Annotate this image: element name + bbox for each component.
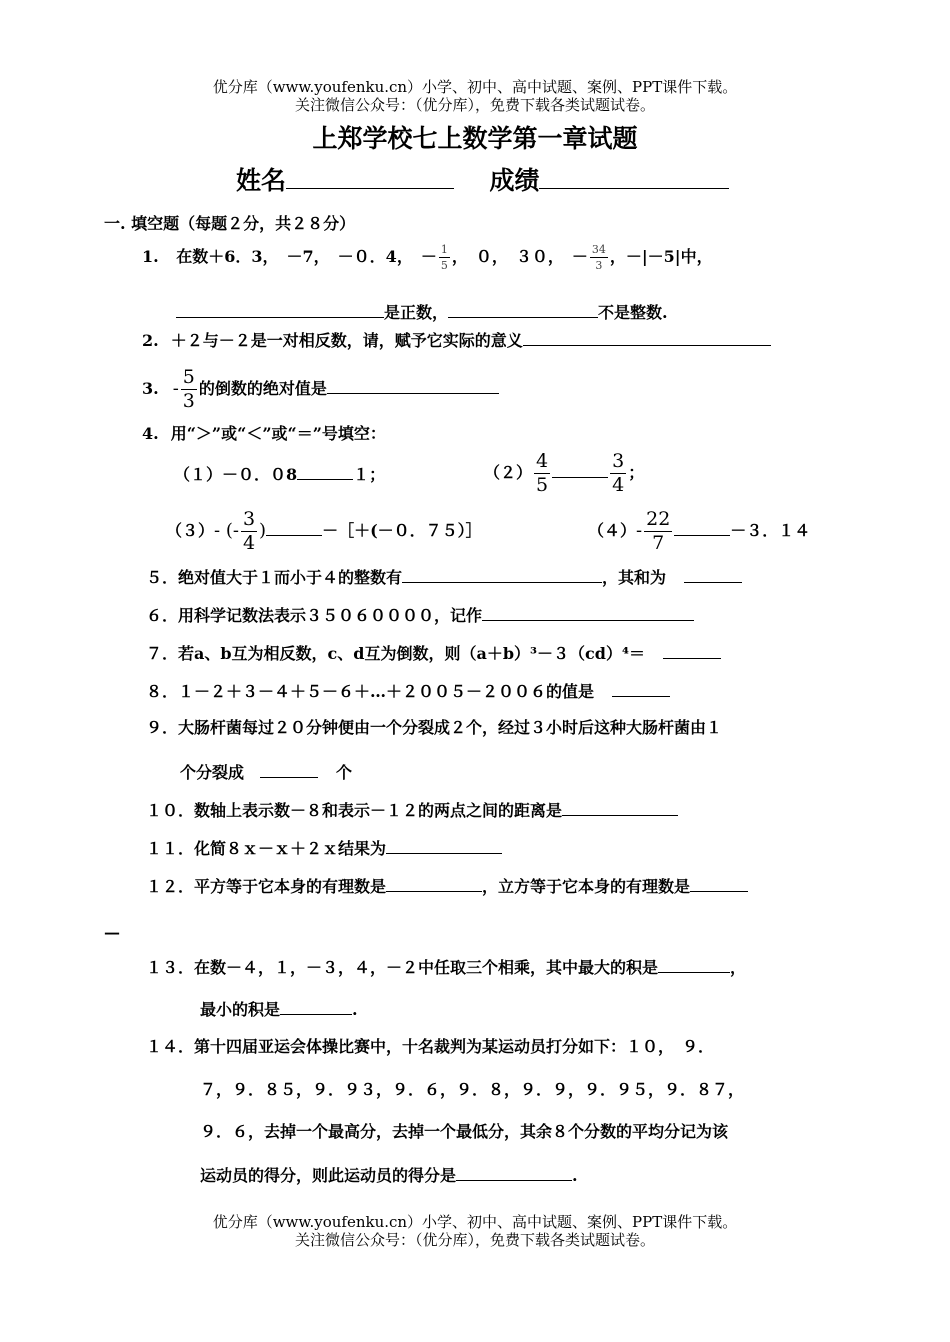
q5-blank-sum[interactable] [684, 565, 742, 583]
question-14: １４．第十四届亚运会体操比赛中，十名裁判为某运动员打分如下：１０， ９． [146, 1037, 715, 1056]
q14-blank[interactable] [456, 1163, 572, 1181]
q4-p4-end: －３．１４ [730, 521, 811, 540]
q4-p3-text: （３） [166, 521, 215, 540]
q5-text: ５．绝对值大于１而小于４的整数有 [146, 568, 403, 587]
question-6 [146, 603, 694, 627]
footer-line-2: 关注微信公众号：（优分库），免费下载各类试题试卷。 [294, 1231, 655, 1249]
section-heading: 一. 填空题（每题２分，共２８分） [104, 214, 356, 233]
q4-part-4 [588, 510, 810, 553]
question-3 [142, 368, 499, 411]
q13-text-d: . [352, 1000, 358, 1019]
q8-blank[interactable] [612, 679, 670, 697]
q4-p2-end: ； [628, 463, 645, 482]
q1-text-c: ，－|－5|中， [609, 247, 713, 266]
question-11 [146, 836, 502, 860]
q1-text-d: 是正数， [384, 303, 449, 322]
question-8 [146, 679, 670, 703]
q13-blank-max[interactable] [658, 955, 730, 973]
q1-text-b: ， ０， ３０， － [451, 247, 588, 266]
header-line-2: 关注微信公众号：（优分库），免费下载各类试题试卷。 [294, 96, 655, 114]
q4-p4-blank[interactable] [674, 518, 730, 536]
score-label: 成绩 [489, 166, 540, 195]
q4-p3-blank[interactable] [266, 518, 322, 536]
q9-blank[interactable] [260, 760, 318, 778]
q1-text-a: 在数＋6．3， －7， －０．4， － [176, 247, 437, 266]
q4-p1-end: １； [353, 465, 386, 484]
q2-number: 2. [142, 331, 159, 350]
question-7 [146, 641, 721, 665]
q4-p3-fraction: $\frac{3}{4}$ [242, 508, 256, 554]
q14-text-d: 运动员的得分，则此运动员的得分是 [200, 1166, 457, 1185]
q1-number: 1. [142, 247, 159, 266]
q10-text: １０．数轴上表示数－８和表示－１２的两点之间的距离是 [146, 801, 563, 820]
q12-text: １２．平方等于它本身的有理数是 [146, 877, 387, 896]
question-5 [146, 565, 742, 589]
q12-text-b: ，立方等于它本身的有理数是 [482, 877, 691, 896]
q4-number: 4. [142, 424, 159, 443]
q6-blank[interactable] [482, 603, 694, 621]
question-9 [146, 717, 722, 739]
question-9-line-2 [180, 760, 352, 784]
q9-text-b: 个分裂成 [180, 763, 245, 782]
q4-p1-text: （１）－０．０8 [174, 465, 298, 484]
q9-text: ９．大肠杆菌每过２０分钟便由一个分裂成２个，经过３小时后这种大肠杆菌由１ [146, 718, 723, 737]
q13-text: １３．在数－４，１，－３，４，－２中任取三个相乘，其中最大的积是 [146, 958, 659, 977]
q12-continuation: — [104, 923, 120, 942]
q4-part-2 [484, 452, 644, 495]
q3-blank[interactable] [327, 376, 499, 394]
question-14-line-2: ７，９．８５，９．９３，９．６，９．８，９．９，９．９５，９．８７， [200, 1080, 745, 1099]
q5-text-b: ，其和为 [602, 568, 667, 587]
q13-text-c: 最小的积是 [200, 1000, 281, 1019]
q10-blank[interactable] [562, 798, 678, 816]
q4-p4-text: （４） [588, 521, 637, 540]
q12-blank-square[interactable] [386, 874, 482, 892]
q3-number: 3. [142, 379, 159, 398]
q1-text-e: 不是整数. [598, 303, 668, 322]
question-12 [146, 874, 748, 898]
footer-line-1: 优分库（www.youfenku.cn）小学、初中、高中试题、案例、PPT课件下载。 [212, 1213, 738, 1231]
q4-p4-fraction: $\frac{22}{7}$ [646, 508, 671, 554]
q5-blank-integers[interactable] [402, 565, 602, 583]
q4-p3-neg: - (- [214, 520, 239, 541]
q2-blank[interactable] [523, 328, 771, 346]
q4-p2-blank[interactable] [552, 460, 608, 478]
q11-text: １１．化简８ｘ－ｘ＋２ｘ结果为 [146, 839, 387, 858]
question-1 [142, 244, 713, 271]
q14-end: . [572, 1166, 578, 1185]
q4-part-1 [174, 462, 385, 486]
question-14-line-3: ９．６，去掉一个最高分，去掉一个最低分，其余８个分数的平均分记为该 [200, 1122, 729, 1141]
q13-text-b: ， [730, 958, 747, 977]
score-blank[interactable] [539, 164, 729, 189]
question-2 [142, 328, 771, 352]
q4-p2-fraction-1: $\frac{4}{5}$ [536, 450, 549, 496]
q4-p3-end: －［＋(－０．７５）］ [322, 521, 482, 540]
question-14-line-4 [200, 1163, 578, 1187]
q1-fraction-2: $\frac{34}{3}$ [591, 243, 606, 272]
question-10 [146, 798, 678, 822]
q4-p2-fraction-2: $\frac{3}{4}$ [612, 450, 625, 496]
q12-blank-cube[interactable] [690, 874, 748, 892]
q2-text: ＋２与－２是一对相反数，请，赋予它实际的意义 [170, 331, 523, 350]
question-13 [146, 955, 746, 979]
question-4 [142, 423, 386, 445]
q11-blank[interactable] [386, 836, 502, 854]
question-13-line-2 [200, 997, 358, 1021]
q1-fraction-1: $\frac{1}{5}$ [440, 243, 448, 272]
q4-p4-neg: - [636, 520, 643, 541]
q1-blank-non-integer[interactable] [448, 300, 598, 318]
q4-p1-blank[interactable] [297, 462, 353, 480]
q7-text: ７．若a、b互为相反数，c、d互为倒数，则（a＋b）³－３（cd）⁴＝ [146, 644, 645, 663]
q4-p2-text: （２） [484, 463, 533, 482]
q3-minus: - [172, 378, 179, 399]
name-blank[interactable] [286, 164, 454, 189]
q9-text-c: 个 [336, 763, 353, 782]
name-score-row [236, 164, 729, 198]
q8-text: ８．１－２＋３－４＋５－６＋…＋２００５－２００６的值是 [146, 682, 595, 701]
q4-p3-close: ) [259, 520, 267, 541]
q13-blank-min[interactable] [280, 997, 352, 1015]
question-1-line-2 [176, 300, 668, 324]
q3-text: 的倒数的绝对值是 [198, 379, 327, 398]
name-label: 姓名 [236, 166, 287, 195]
q4-part-3 [166, 510, 482, 553]
page-title: 上郑学校七上数学第一章试题 [312, 124, 638, 153]
q6-text: ６．用科学记数法表示３５０６００００，记作 [146, 606, 483, 625]
q3-fraction: $\frac{5}{3}$ [182, 366, 195, 412]
q7-blank[interactable] [663, 641, 721, 659]
q4-text: 用“＞”或“＜”或“＝”号填空： [170, 424, 386, 443]
q1-blank-positive[interactable] [176, 300, 384, 318]
header-line-1: 优分库（www.youfenku.cn）小学、初中、高中试题、案例、PPT课件下载。 [212, 78, 738, 96]
